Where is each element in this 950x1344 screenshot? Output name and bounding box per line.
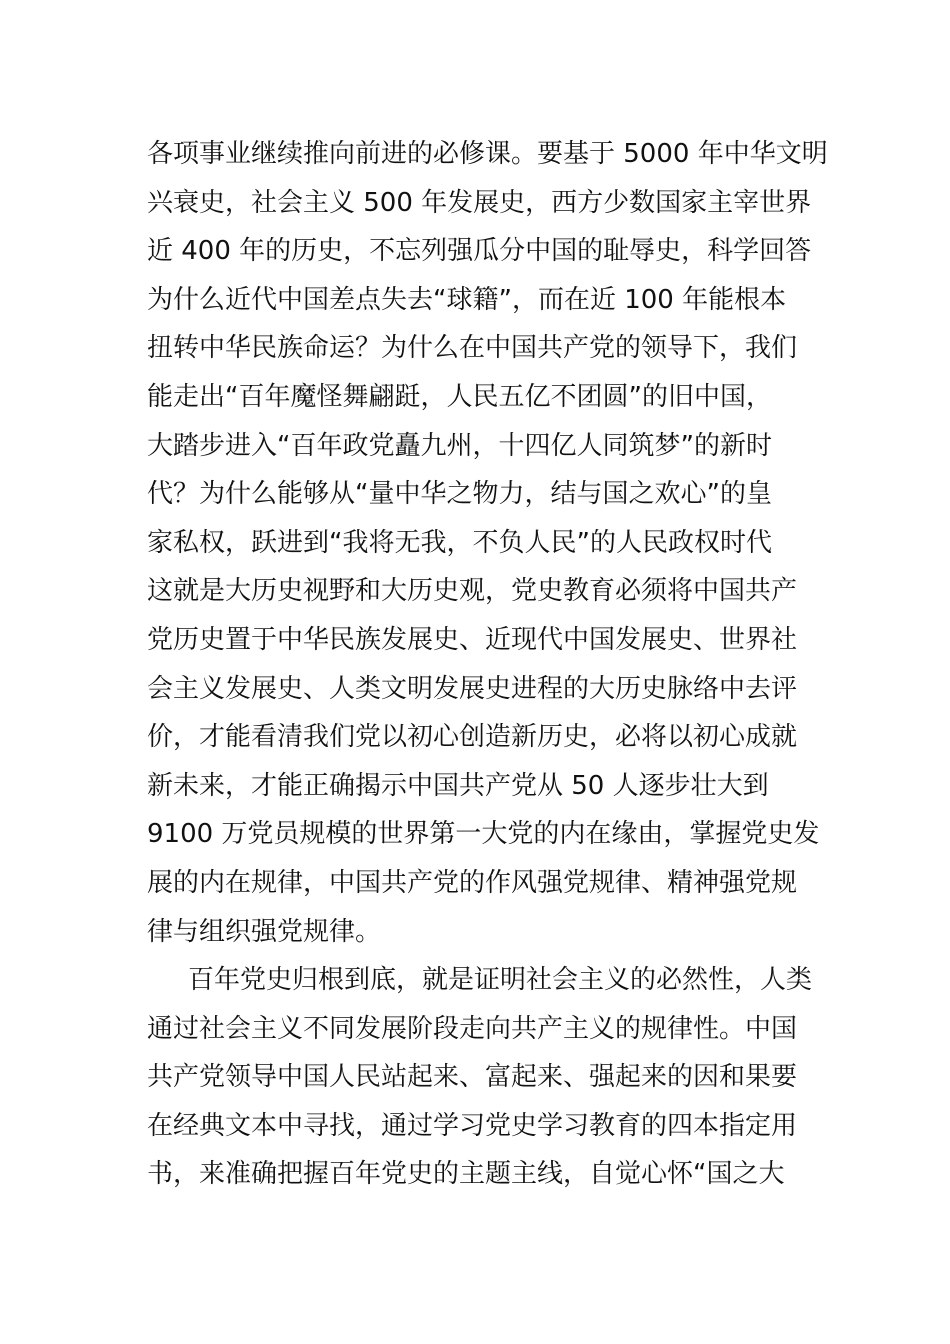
- text-line: 为什么近代中国差点失去“球籍”，而在近 100 年能根本: [147, 284, 787, 315]
- text-line: 能走出“百年魔怪舞翩跹，人民五亿不团圆”的旧中国，: [147, 381, 772, 412]
- text-line: 家私权，跃进到“我将无我，不负人民”的人民政权时代: [147, 527, 772, 558]
- text-line: 代？为什么能够从“量中华之物力，结与国之欢心”的皇: [147, 479, 772, 510]
- text-line: 律与组织强党规律。: [147, 916, 382, 947]
- text-line: 展的内在规律，中国共产党的作风强党规律、精神强党规: [147, 867, 798, 898]
- text-line: 新未来，才能正确揭示中国共产党从 50 人逐步壮大到: [147, 770, 769, 801]
- text-line: 9100 万党员规模的世界第一大党的内在缘由，掌握党史发: [147, 819, 820, 850]
- text-line: 大踏步进入“百年政党矗九州，十四亿人同筑梦”的新时: [147, 430, 772, 461]
- text-line: 扭转中华民族命运？为什么在中国共产党的领导下，我们: [147, 333, 798, 364]
- text-line: 通过社会主义不同发展阶段走向共产主义的规律性。中国: [147, 1013, 798, 1044]
- paragraph-start-line: 百年党史归根到底，就是证明社会主义的必然性，人类: [188, 965, 813, 996]
- text-line: 书，来准确把握百年党史的主题主线，自觉心怀“国之大: [147, 1159, 785, 1190]
- text-line: 价，才能看清我们党以初心创造新历史，必将以初心成就: [147, 722, 798, 753]
- text-line: 这就是大历史视野和大历史观，党史教育必须将中国共产: [147, 576, 798, 607]
- text-line: 党历史置于中华民族发展史、近现代中国发展史、世界社: [147, 624, 798, 655]
- text-line: 共产党领导中国人民站起来、富起来、强起来的因和果要: [147, 1062, 798, 1093]
- text-line: 在经典文本中寻找，通过学习党史学习教育的四本指定用: [147, 1110, 798, 1141]
- text-line: 各项事业继续推向前进的必修课。要基于 5000 年中华文明: [147, 139, 828, 169]
- text-line: 兴衰史，社会主义 500 年发展史，西方少数国家主宰世界: [147, 187, 812, 218]
- body-text: [147, 130, 827, 1199]
- text-line: 近 400 年的历史，不忘列强瓜分中国的耻辱史，科学回答: [147, 236, 812, 267]
- text-line: 会主义发展史、人类文明发展史进程的大历史脉络中去评: [147, 673, 798, 704]
